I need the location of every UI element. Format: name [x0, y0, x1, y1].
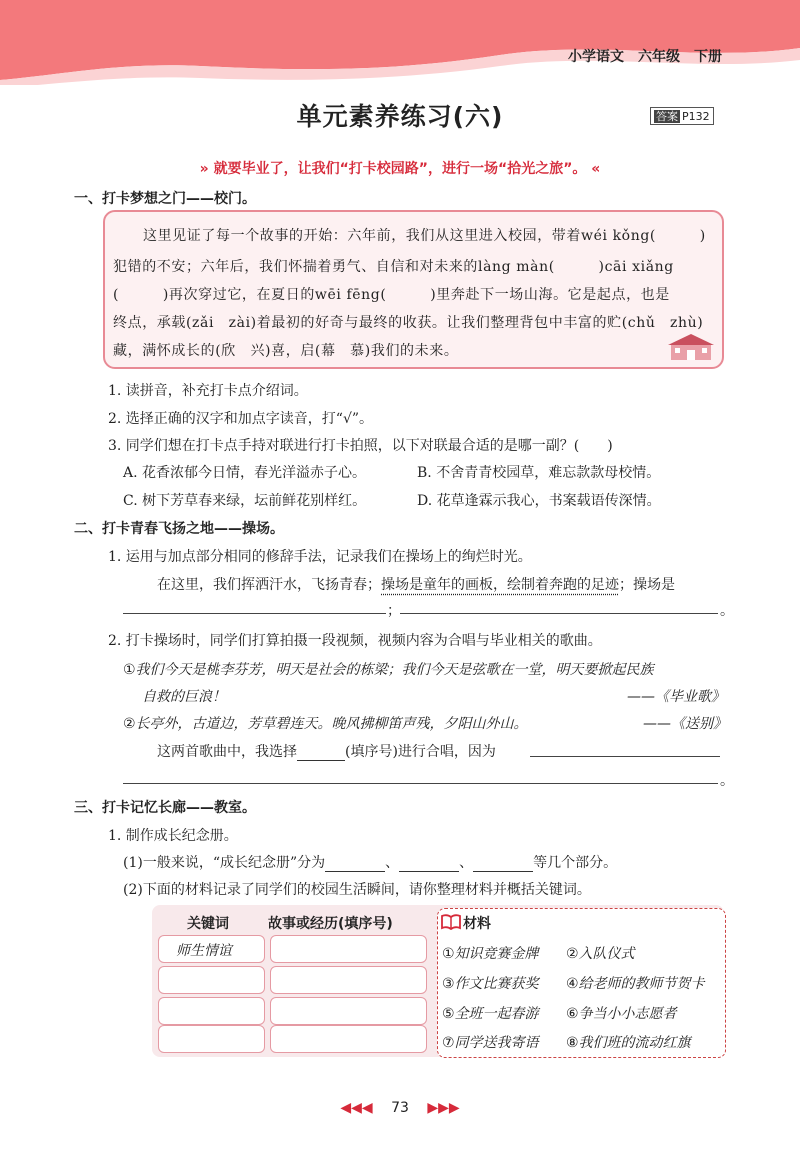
- materials-title: 材料: [463, 916, 491, 932]
- keyword-cell[interactable]: [158, 997, 265, 1025]
- material-item: ④给老师的教师节贺卡: [566, 976, 705, 992]
- song-2-lyrics: ②长亭外，古道边，芳草碧连天。晚风拂柳笛声残，夕阳山外山。: [123, 716, 528, 732]
- material-item: ⑧我们班的流动红旗: [566, 1035, 691, 1051]
- passage-line: 犯错的不安；六年后，我们怀揣着勇气、自信和对未来的làng màn( )cāi xiǎng: [113, 259, 674, 275]
- option-a[interactable]: A. 花香浓郁今日情，春光洋溢赤子心。: [123, 465, 367, 481]
- choose-prompt: 这两首歌曲中，我选择 (填序号)进行合唱，因为: [157, 744, 496, 760]
- page-footer: [0, 1100, 800, 1116]
- story-cell[interactable]: [270, 966, 427, 994]
- semicolon: ；: [387, 603, 401, 619]
- story-cell[interactable]: [270, 997, 427, 1025]
- table-header-story: 故事或经历(填序号): [268, 916, 393, 932]
- question-3-1: 1. 制作成长纪念册。: [108, 828, 238, 844]
- triple-triangle-left-icon: ◀◀◀: [340, 1100, 373, 1116]
- section-heading-1: 一、打卡梦想之门——校门。: [74, 191, 256, 207]
- period: 。: [720, 773, 734, 789]
- question-2-2: 2. 打卡操场时，同学们打算拍摄一段视频，视频内容为合唱与毕业相关的歌曲。: [108, 633, 602, 649]
- song-2-source: ——《送别》: [643, 716, 727, 732]
- question-1-2: 2. 选择正确的汉字和加点字读音，打“√”。: [108, 411, 374, 427]
- song-1-source: ——《毕业歌》: [627, 689, 725, 705]
- keyword-cell[interactable]: [158, 1025, 265, 1053]
- header-banner: [0, 0, 800, 85]
- answer-tag: 答案 P132: [650, 107, 714, 125]
- material-item: ②入队仪式: [566, 946, 635, 962]
- answer-line[interactable]: [123, 783, 718, 784]
- passage-line: 藏，满怀成长的(欣 兴)喜，启(幕 慕)我们的未来。: [113, 343, 459, 359]
- table-header-keyword: 关键词: [187, 916, 229, 932]
- double-chevron-left-icon: «: [591, 161, 601, 177]
- option-d[interactable]: D. 花草逢霖示我心，书案载语传深情。: [417, 493, 661, 509]
- material-item: ①知识竞赛金牌: [442, 946, 539, 962]
- example-sentence: 在这里，我们挥洒汗水，飞扬青春；操场是童年的画板，绘制着奔跑的足迹；操场是: [157, 577, 675, 593]
- part-blank[interactable]: [399, 855, 459, 872]
- page-subtitle: » 就要毕业了，让我们“打卡校园路”，进行一场“拾光之旅”。 «: [199, 161, 601, 177]
- grade-label: 小学语文 六年级 下册: [568, 49, 722, 65]
- question-2-1: 1. 运用与加点部分相同的修辞手法，记录我们在操场上的绚烂时光。: [108, 549, 532, 565]
- material-item: ⑥争当小小志愿者: [566, 1006, 677, 1022]
- page-title: 单元素养练习(六): [296, 102, 504, 131]
- song-1-lyrics-end: 自救的巨浪！: [142, 689, 226, 705]
- option-b[interactable]: B. 不舍青青校园草，难忘款款母校情。: [417, 465, 661, 481]
- sub-question-2: (2)下面的材料记录了同学们的校园生活瞬间，请你整理材料并概括关键词。: [123, 882, 591, 898]
- section-heading-3: 三、打卡记忆长廊——教室。: [74, 800, 256, 816]
- material-item: ⑦同学送我寄语: [442, 1035, 539, 1051]
- question-1-3: 3. 同学们想在打卡点手持对联进行打卡拍照，以下对联最合适的是哪一副？( ): [108, 438, 613, 454]
- section-heading-2: 二、打卡青春飞扬之地——操场。: [74, 521, 284, 537]
- answer-line[interactable]: [123, 613, 386, 614]
- part-blank[interactable]: [473, 855, 533, 872]
- double-chevron-right-icon: »: [199, 161, 209, 177]
- song-1-lyrics: ①我们今天是桃李芬芳，明天是社会的栋梁；我们今天是弦歌在一堂，明天要掀起民族: [123, 662, 654, 678]
- question-1-1: 1. 读拼音，补充打卡点介绍词。: [108, 383, 308, 399]
- answer-line[interactable]: [400, 613, 718, 614]
- keyword-cell[interactable]: [158, 966, 265, 994]
- passage-line: 这里见证了每一个故事的开始：六年前，我们从这里进入校园，带着wéi kǒng( ): [143, 228, 706, 244]
- choice-blank[interactable]: [297, 744, 345, 761]
- story-cell[interactable]: [270, 935, 427, 963]
- material-item: ③作文比赛获奖: [442, 976, 539, 992]
- option-c[interactable]: C. 树下芳草春来绿，坛前鲜花别样红。: [123, 493, 367, 509]
- book-icon: [441, 914, 461, 930]
- triple-triangle-right-icon: ▶▶▶: [427, 1100, 460, 1116]
- passage-line: 终点，承载(zǎi zài)着最初的好奇与最终的收获。让我们整理背包中丰富的贮(chǔ zhù): [113, 315, 704, 331]
- sub-question-1: (1)一般来说，“成长纪念册”分为 、 、 等几个部分。: [123, 855, 618, 871]
- answer-line[interactable]: [530, 756, 720, 757]
- part-blank[interactable]: [325, 855, 385, 872]
- period: 。: [720, 603, 734, 619]
- page-number: 73: [391, 1100, 409, 1116]
- story-cell[interactable]: [270, 1025, 427, 1053]
- keyword-value: 师生情谊: [176, 943, 232, 959]
- material-item: ⑤全班一起春游: [442, 1006, 539, 1022]
- school-building-icon: [666, 332, 716, 362]
- passage-line: ( )再次穿过它，在夏日的wēi fēng( )里奔赴下一场山海。它是起点，也是: [113, 287, 670, 303]
